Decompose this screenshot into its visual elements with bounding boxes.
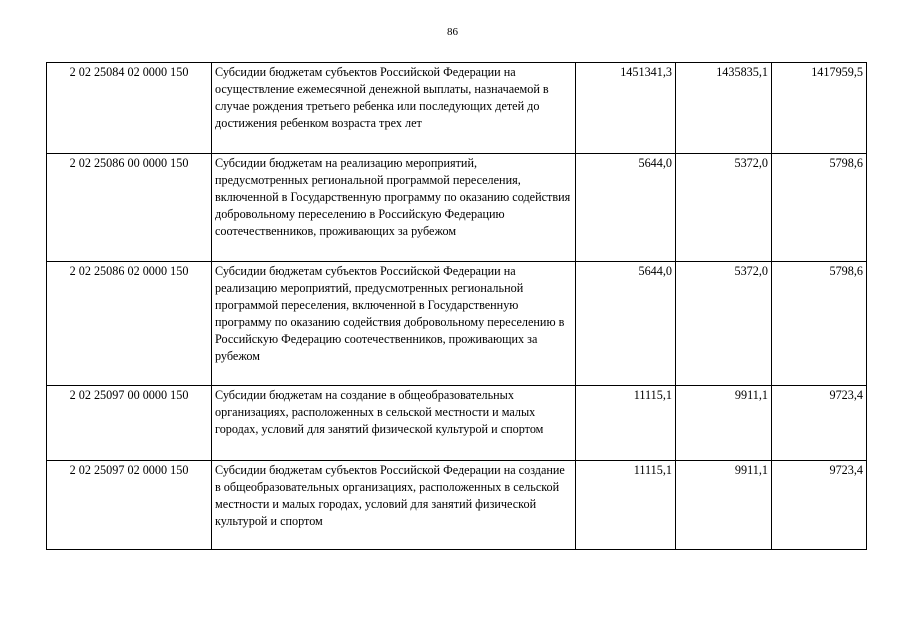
amount-year3-cell: 1417959,5: [772, 63, 867, 154]
amount-year2-cell: 5372,0: [676, 262, 772, 386]
description-cell: Субсидии бюджетам на создание в общеобразовательных организациях, расположенных в сельской местности и малых городах, условий для занятий физической культурой и спортом: [212, 386, 576, 461]
budget-table: [46, 62, 867, 550]
amount-year3-cell: 5798,6: [772, 262, 867, 386]
description-cell: Субсидии бюджетам на реализацию мероприятий, предусмотренных региональной программой переселения, включенной в Государственную программу по оказанию содействия добровольному переселению в Российскую Федерацию соотечественников, проживающих за рубежом: [212, 154, 576, 262]
amount-year1-cell: 11115,1: [576, 461, 676, 550]
description-cell: Субсидии бюджетам субъектов Российской Федерации на создание в общеобразовательных организациях, расположенных в сельской местности и малых городах, условий для занятий физической культурой и спортом: [212, 461, 576, 550]
amount-year3-cell: 5798,6: [772, 154, 867, 262]
table-row: [47, 154, 867, 262]
amount-year2-cell: 9911,1: [676, 386, 772, 461]
amount-year1-cell: 1451341,3: [576, 63, 676, 154]
budget-code-cell: 2 02 25097 00 0000 150: [47, 386, 212, 461]
amount-year3-cell: 9723,4: [772, 386, 867, 461]
amount-year2-cell: 9911,1: [676, 461, 772, 550]
budget-code-cell: 2 02 25097 02 0000 150: [47, 461, 212, 550]
amount-year1-cell: 5644,0: [576, 154, 676, 262]
description-cell: Субсидии бюджетам субъектов Российской Федерации на реализацию мероприятий, предусмотренных региональной программой переселения, включенной в Государственную программу по оказанию содействия добровольному переселению в Российскую Федерацию соотечественников, проживающих за рубежом: [212, 262, 576, 386]
table-row: [47, 63, 867, 154]
budget-code-cell: 2 02 25084 02 0000 150: [47, 63, 212, 154]
table-row: [47, 461, 867, 550]
budget-code-cell: 2 02 25086 02 0000 150: [47, 262, 212, 386]
amount-year1-cell: 5644,0: [576, 262, 676, 386]
amount-year1-cell: 11115,1: [576, 386, 676, 461]
table-row: [47, 386, 867, 461]
amount-year3-cell: 9723,4: [772, 461, 867, 550]
table-row: [47, 262, 867, 386]
budget-code-cell: 2 02 25086 00 0000 150: [47, 154, 212, 262]
amount-year2-cell: 5372,0: [676, 154, 772, 262]
description-cell: Субсидии бюджетам субъектов Российской Федерации на осуществление ежемесячной денежной выплаты, назначаемой в случае рождения третьего ребенка или последующих детей до достижения ребенком возраста трех лет: [212, 63, 576, 154]
page-number: 86: [447, 26, 458, 38]
amount-year2-cell: 1435835,1: [676, 63, 772, 154]
